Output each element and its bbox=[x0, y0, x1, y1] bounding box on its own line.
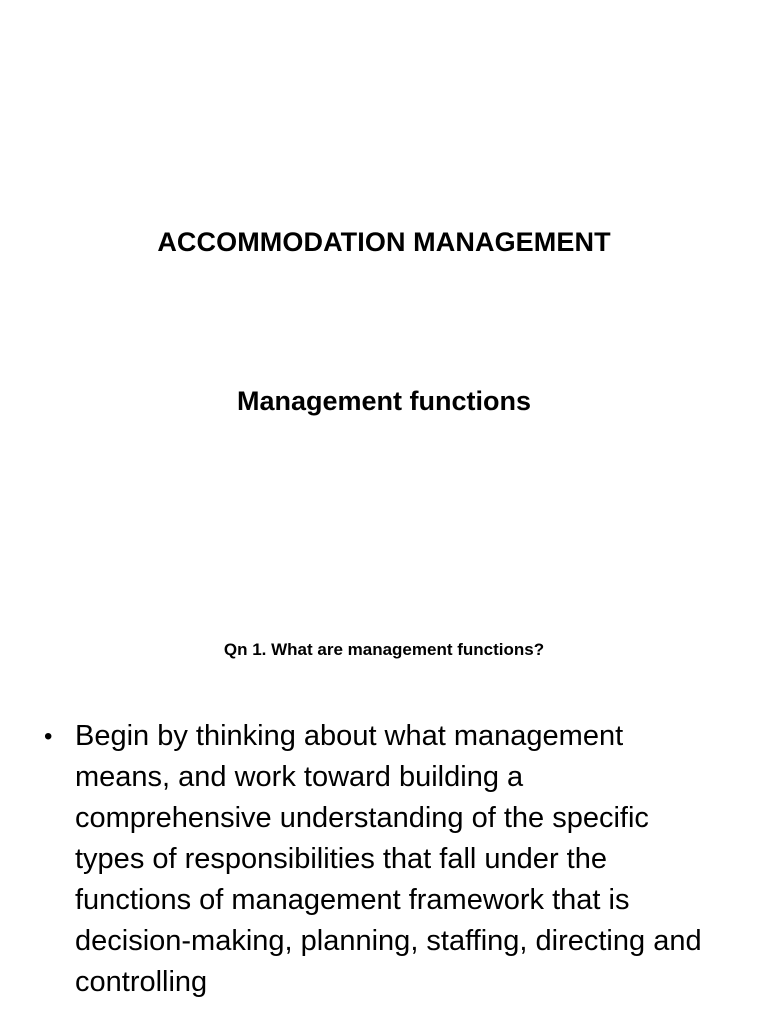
document-title: ACCOMMODATION MANAGEMENT bbox=[157, 227, 611, 257]
list-item bbox=[44, 716, 724, 1003]
bullet-list bbox=[44, 716, 724, 1003]
section-title: Management functions bbox=[236, 386, 532, 416]
bullet-marker-icon: • bbox=[44, 723, 53, 750]
bullet-text: Begin by thinking about what management means, and work toward building a comprehensive understanding of the specific types of responsibilities that fall under the functions of management framework that is decision-making, planning, staffing, directing and controlling bbox=[75, 720, 702, 998]
question-heading: Qn 1. What are management functions? bbox=[223, 640, 545, 659]
